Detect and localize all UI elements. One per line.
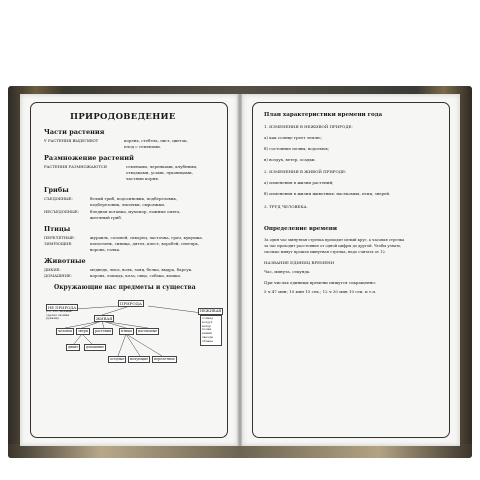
time-text-3: сколько минут прошла минутная стрелка, надо считать от 12.	[264, 250, 387, 254]
wild-label: ДИКИЕ:	[44, 267, 61, 272]
units-text: Час, минута, секунда.	[264, 269, 311, 274]
parts-label: У РАСТЕНИЯ ВЫДЕЛЯЮТ	[44, 138, 99, 143]
units-label: НАЗВАНИЕ ЕДИНИЦ ВРЕМЕНИ	[264, 260, 335, 265]
reproduction-label: РАСТЕНИЯ РАЗМНОЖАЮТСЯ	[44, 164, 107, 169]
reproduction-text-2: отводками, усами, луковицами,	[126, 170, 193, 175]
book	[8, 86, 472, 458]
inanimate-heading: 1. ИЗМЕНЕНИЯ В НЕЖИВОЙ ПРИРОДЕ:	[264, 124, 353, 129]
diagram-connectors	[20, 94, 238, 446]
time-heading: Определение времени	[264, 226, 337, 232]
wild-text: медведь, лиса, волк, заяц, белка, выдра, барсук.	[90, 267, 193, 272]
migratory-label: ПЕРЕЛЕТНЫЕ:	[44, 235, 75, 240]
parts-text-2: плод с семенами.	[124, 144, 162, 149]
node-not-nature: НЕ ПРИРОДА	[48, 304, 77, 310]
inedible-text-1: бледная поганка, мухомор, ложные опята,	[90, 209, 181, 214]
node-living: ЖИВАЯ	[96, 315, 113, 321]
plan-heading: План характеристики времени года	[264, 112, 383, 118]
node-people: человек	[56, 328, 74, 335]
left-page	[20, 94, 238, 446]
inedible-text-2: желчный гриб.	[90, 215, 123, 220]
node-nature: ПРИРОДА	[120, 300, 142, 306]
abbr-text: При числах единицы времени пишутся сокращенно:	[264, 280, 377, 285]
domestic-text: корова, лошадь, коза, овца, собака, кошка.	[90, 273, 182, 278]
right-page	[242, 94, 460, 446]
parts-heading: Части растения	[44, 128, 105, 136]
node-wild: дикие	[66, 344, 80, 351]
reproduction-text-1: семенами, черенками, клубнями,	[126, 164, 198, 169]
node-animals: звери	[76, 328, 90, 335]
item-v1: в) воздух, ветер, осадки.	[264, 157, 316, 162]
node-migratory: перелетные	[152, 356, 177, 363]
not-nature-note: (то, что человек сделал своими руками)	[46, 309, 72, 321]
item-a1: а) как солнце греет землю;	[264, 135, 322, 140]
book-cover-edge	[8, 444, 472, 458]
animate-heading: 2. ИЗМЕНЕНИЯ В ЖИВОЙ ПРИРОДЕ:	[264, 169, 347, 174]
diagram-heading: Окружающие нас предметы и существа	[54, 284, 196, 291]
abbr-example: 5 ч 47 мин; 10 мин 15 сек.; 12 ч 30 мин 10 сек. и т.п.	[264, 289, 377, 294]
edible-text-1: белый гриб, подосиновик, подберезовик,	[90, 196, 178, 201]
domestic-label: ДОМАШНИЕ:	[44, 273, 72, 278]
node-sedentary: оседлые	[108, 356, 126, 363]
reproduction-text-3: частями корня.	[126, 176, 159, 181]
item-b2: б) изменения в жизни животных: насекомых, птиц, зверей.	[264, 191, 391, 196]
wintering-text-1: поползень, синица, дятел, клест, воробей, снегирь,	[90, 241, 200, 246]
node-domestic: домашние	[84, 344, 106, 351]
edible-text-2: подберезовик, лисички, сыроежки.	[90, 202, 166, 207]
item-a2: а) изменения в жизни растений;	[264, 180, 334, 185]
item-b1: б) состояние почвы, водоемов;	[264, 146, 329, 151]
time-text-1: За один час минутная стрелка проходит целый круг, а часовая стрелка	[264, 238, 405, 242]
birds-heading: Птицы	[44, 225, 71, 233]
node-birds: птицы	[119, 328, 134, 335]
node-insects: насекомые	[136, 328, 159, 335]
time-text-2: за час проходит расстояние от одной цифры до другой. Чтобы узнать,	[264, 244, 402, 248]
wintering-label: ЗИМУЮЩИЕ:	[44, 241, 73, 246]
edible-label: СЪЕДОБНЫЕ:	[44, 196, 73, 201]
node-nomadic: кочующие	[128, 356, 150, 363]
parts-text-1: корень, стебель, лист, цветок,	[124, 138, 188, 143]
inedible-label: НЕСЪЕДОБНЫЕ:	[44, 209, 79, 214]
nonliving-items: солнце воздух ветер почва камни звезды облака	[200, 315, 222, 346]
wintering-text-2: ворона, галка.	[90, 247, 121, 252]
node-plants: растения	[93, 328, 113, 335]
animals-heading: Животные	[44, 257, 86, 265]
page-title: ПРИРОДОВЕДЕНИЕ	[70, 112, 176, 122]
migratory-text: журавль, соловей, скворец, ласточка, грач, кукушка.	[90, 235, 204, 240]
reproduction-heading: Размножение растений	[44, 154, 134, 162]
mushrooms-heading: Грибы	[44, 186, 69, 194]
node-nonliving: НЕЖИВАЯ	[198, 308, 223, 315]
labor-heading: 3. ТРУД ЧЕЛОВЕКА.	[264, 204, 308, 209]
